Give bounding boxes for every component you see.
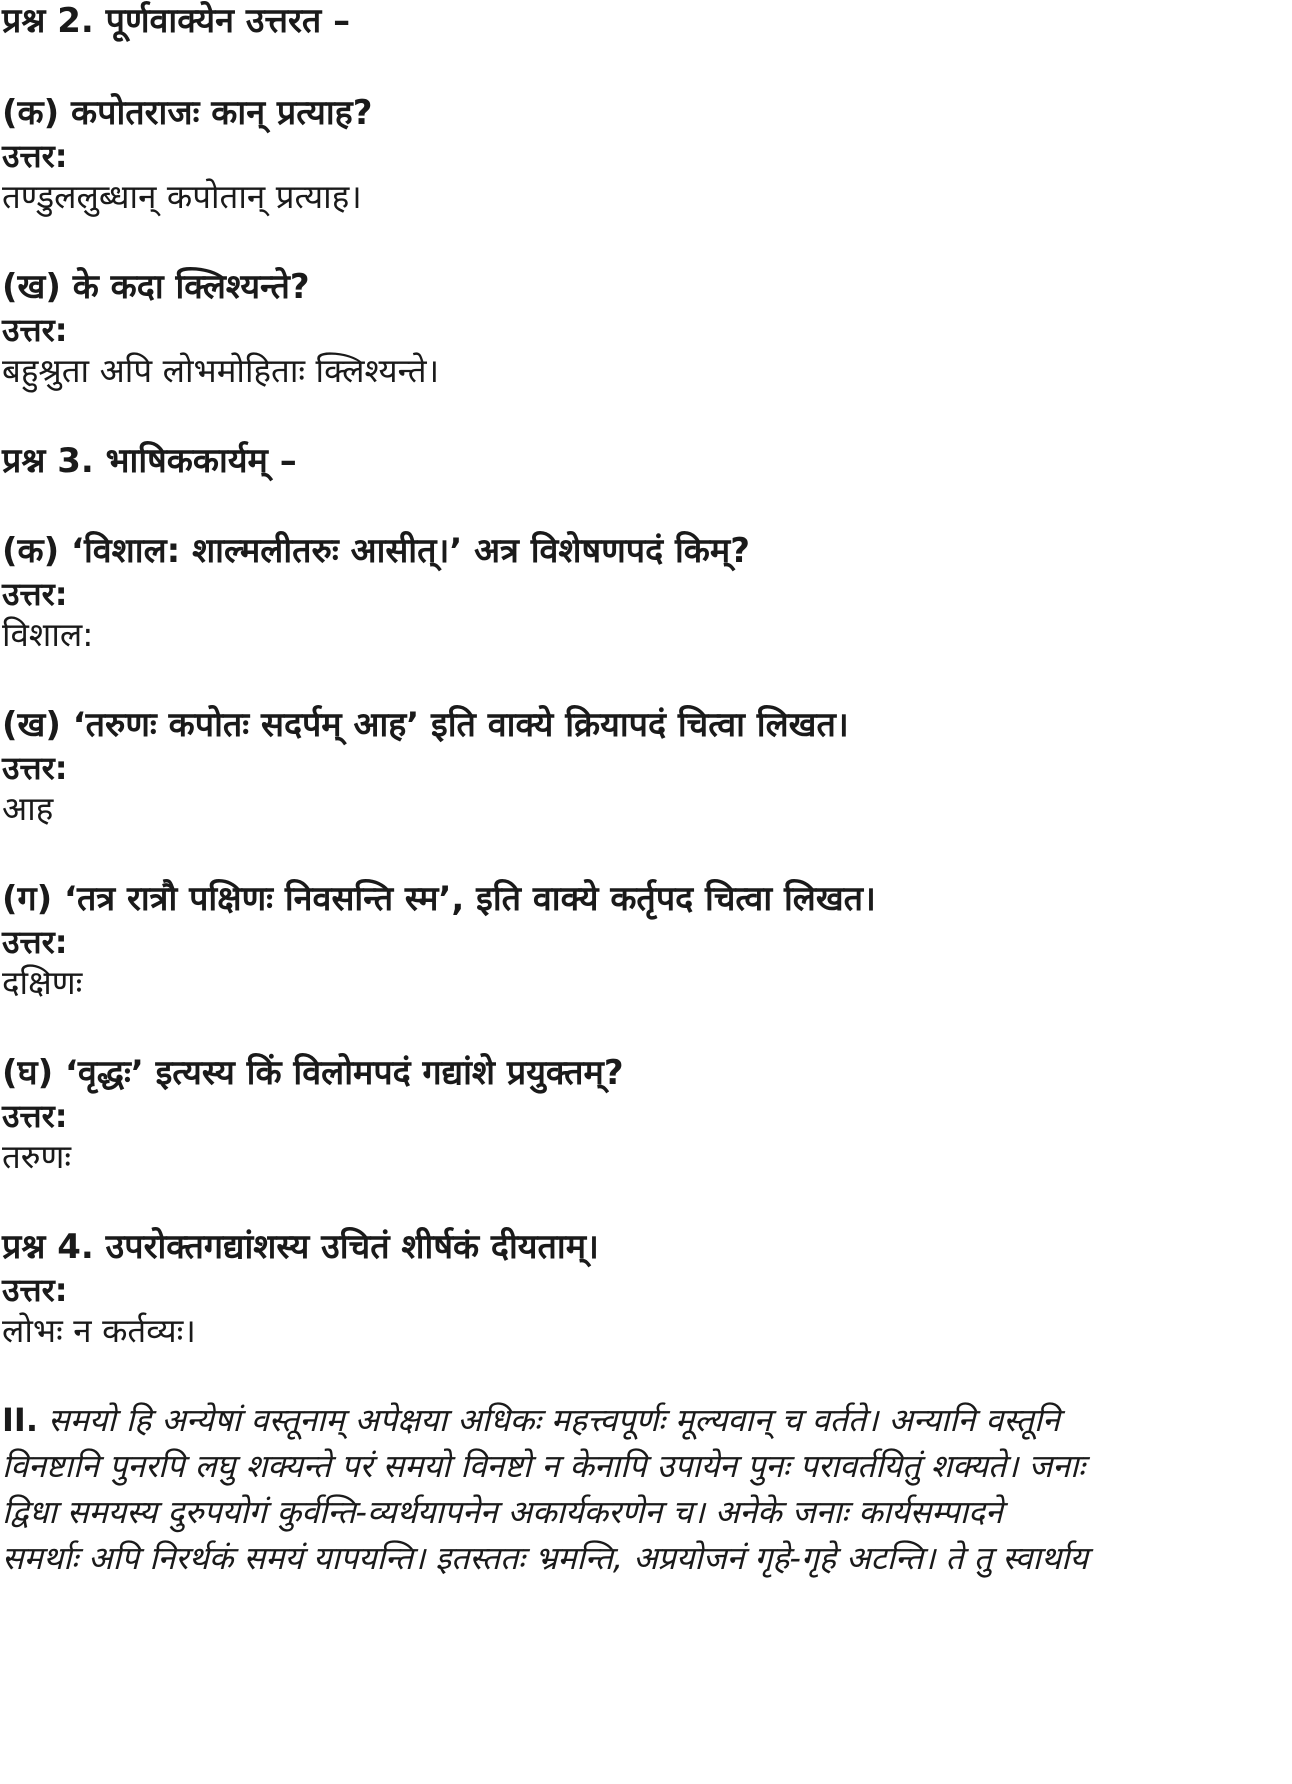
passage-line-4: समर्थाः अपि निरर्थकं समयं यापयन्ति। इतस्ततः भ्रमन्ति, अप्रयोजनं गृहे-गृहे अटन्ति। ते तु स्वार्थाय xyxy=(2,1539,1089,1577)
passage-line-1 xyxy=(2,1401,1060,1439)
q3-item-kha-question: (ख) ‘तरुणः कपोतः सदर्पम् आह’ इति वाक्ये क्रियापदं चित्वा लिखत। xyxy=(2,705,849,745)
q3-item-ga-answer-label: उत्तर: xyxy=(2,923,68,961)
q4-heading: प्रश्न 4. उपरोक्तगद्यांशस्य उचितं शीर्षकं दीयताम्। xyxy=(2,1227,599,1267)
q2-heading: प्रश्न 2. पूर्णवाक्येन उत्तरत – xyxy=(2,1,351,41)
q3-item-ka-question: (क) ‘विशाल: शाल्मलीतरुः आसीत्।’ अत्र विशेषणपदं किम्? xyxy=(2,531,750,571)
passage-line-1-text: समयो हि अन्येषां वस्तूनाम् अपेक्षया अधिकः महत्त्वपूर्णः मूल्यवान् च वर्तते। अन्यानि वस्तूनि xyxy=(48,1401,1060,1439)
q2-item-ka-answer-label: उत्तर: xyxy=(2,137,68,175)
q3-heading: प्रश्न 3. भाषिककार्यम् – xyxy=(2,441,297,481)
q2-item-kha-answer-label: उत्तर: xyxy=(2,311,68,349)
q2-item-kha-answer: बहुश्रुता अपि लोभमोहिताः क्लिश्यन्ते। xyxy=(2,351,440,390)
q2-item-ka-question: (क) कपोतराजः कान् प्रत्याह? xyxy=(2,93,373,133)
passage-lead: II. xyxy=(2,1401,38,1439)
q3-item-ga-question: (ग) ‘तत्र रात्रौ पक्षिणः निवसन्ति स्म’, इति वाक्ये कर्तृपद चित्वा लिखत। xyxy=(2,879,876,919)
passage-line-2: विनष्टानि पुनरपि लघु शक्यन्ते परं समयो विनष्टो न केनापि उपायेन पुनः परावर्तयितुं शक्यते। जनाः xyxy=(2,1447,1085,1485)
q4-answer: लोभः न कर्तव्यः। xyxy=(2,1311,196,1350)
q4-answer-label: उत्तर: xyxy=(2,1271,68,1309)
q2-item-ka-answer: तण्डुललुब्धान् कपोतान् प्रत्याह। xyxy=(2,177,362,216)
q3-item-gha-answer: तरुणः xyxy=(2,1137,72,1176)
q3-item-kha-answer-label: उत्तर: xyxy=(2,749,68,787)
q3-item-ka-answer: विशाल: xyxy=(2,615,94,654)
q3-item-ka-answer-label: उत्तर: xyxy=(2,575,68,613)
passage-line-3: द्विधा समयस्य दुरुपयोगं कुर्वन्ति-व्यर्थयापनेन अकार्यकरणेन च। अनेके जनाः कार्यसम्पादने xyxy=(2,1493,1003,1531)
q3-item-gha-answer-label: उत्तर: xyxy=(2,1097,68,1135)
q2-item-kha-question: (ख) के कदा क्लिश्यन्ते? xyxy=(2,267,310,307)
q3-item-gha-question: (घ) ‘वृद्धः’ इत्यस्य किं विलोमपदं गद्यांशे प्रयुक्तम्? xyxy=(2,1053,624,1093)
q3-item-kha-answer: आह xyxy=(2,789,54,828)
q3-item-ga-answer: दक्षिणः xyxy=(2,963,83,1002)
